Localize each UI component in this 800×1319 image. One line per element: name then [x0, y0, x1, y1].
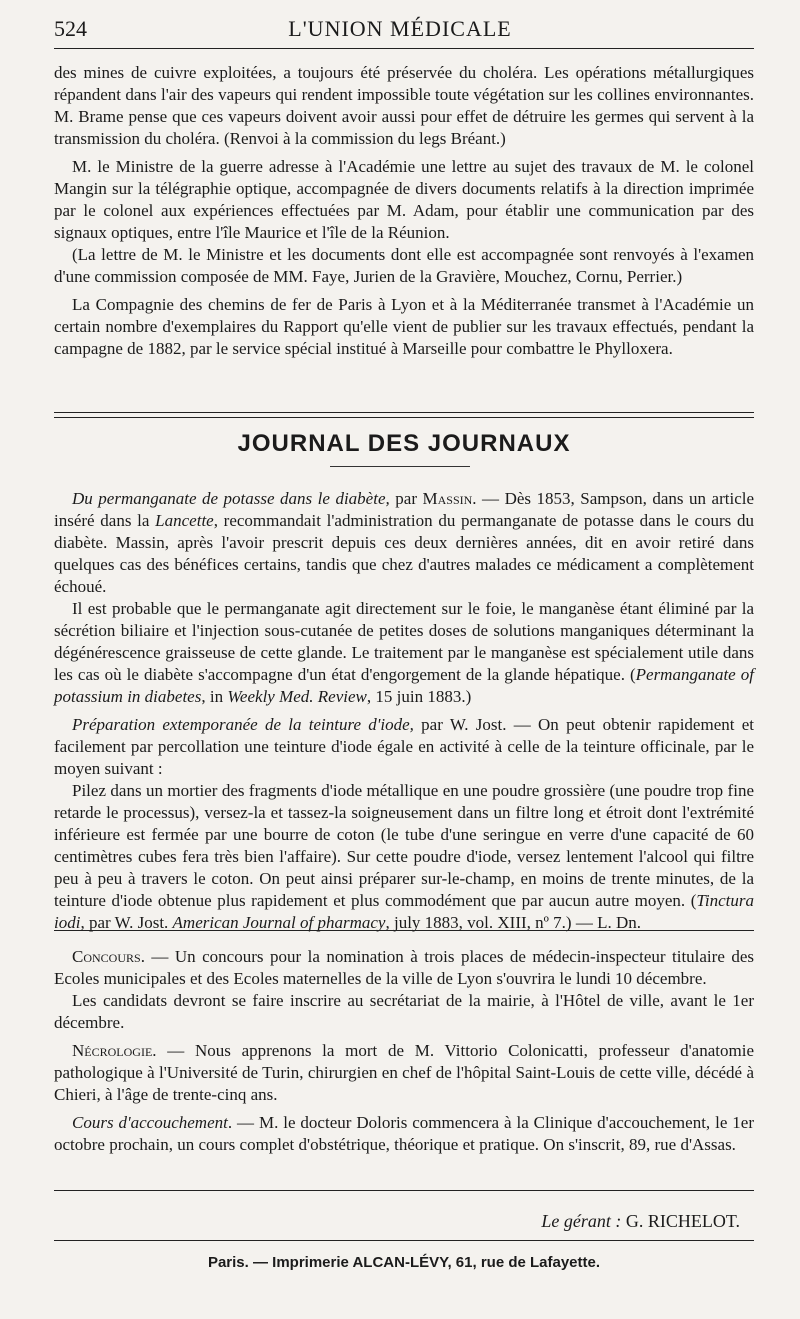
article-iode-p2 — [54, 780, 754, 934]
journal-title: L'UNION MÉDICALE — [288, 16, 512, 41]
lancette-title: Lancette — [155, 511, 214, 530]
concours-text: . — Un concours pour la nomination à trois places de médecin-inspecteur titulaire des Ecoles municipales et des Ecoles maternelles de la ville de Lyon s'ouvrira le lundi 10 décembre. — [54, 947, 754, 988]
necrologie-label: Nécrologie — [72, 1041, 153, 1060]
article-permanganate-ref-mid: , in — [201, 687, 228, 706]
page-header — [54, 14, 746, 44]
article-permanganate-ref: Permanganate of potassium in diabetes — [54, 665, 754, 706]
news-concours — [54, 946, 754, 990]
imprint-rule — [54, 1240, 754, 1241]
article-permanganate-author: Massin — [422, 489, 473, 508]
news-cours — [54, 1112, 754, 1156]
article-permanganate-ref-end: , 15 juin 1883.) — [366, 687, 472, 706]
necrologie-text: . — Nous apprenons la mort de M. Vittorio Colonicatti, professeur d'anatomie pathologique à l'Université de Turin, chirurgien en chef de l'hôpital Saint-Louis de cette ville, décédé à Chieri, à l'âge de trente-cinq ans. — [54, 1041, 754, 1104]
article-iode-p2-text: Pilez dans un mortier des fragments d'iode métallique en une poudre grossière (une poudre trop fine retarde le processus), versez-la et tassez-la soigneusement dans un filtre long et étroit dont l'extrémité inférieure est fermée par une bourre de coton (le tube d'une seringue en verre d'une capacité de 60 centimètres cubes fera très bien l'affaire). Sur cette poudre d'iode, versez lentement l'alcool qui filtre peu à peu à travers le coton. On peut ainsi préparer sur-le-champ, en moins de trente minutes, de la teinture d'iode obtenue plus rapidement et plus commodément que par aucun autre moyen. ( — [54, 781, 754, 910]
section-rule-bottom — [54, 417, 754, 418]
article-permanganate-by: par — [389, 489, 423, 508]
article-iode — [54, 714, 754, 780]
article-iode-ref-mid: , par W. Jost. — [80, 913, 173, 932]
article-iode-ref-end: , july 1883, vol. XIII, nº 7.) — L. Dn. — [385, 913, 642, 932]
concours-label: Concours — [72, 947, 141, 966]
section-title-underline — [330, 466, 470, 467]
news-concours-p2: Les candidats devront se faire inscrire au secrétariat de la mairie, à l'Hôtel de ville, avant le 1er décembre. — [54, 991, 754, 1032]
journal-section — [54, 488, 754, 934]
academy-paragraph-2: M. le Ministre de la guerre adresse à l'Académie une lettre au sujet des travaux de M. le colonel Mangin sur la télégraphie optique, accompagnée de divers documents relatifs à la direction imprimée par le colonel aux expériences effectuées par M. Adam, pour établir une communication par des signaux optiques, entre l'île Maurice et l'île de la Réunion. — [54, 157, 754, 242]
academy-paragraph-4: La Compagnie des chemins de fer de Paris à Lyon et à la Méditerranée transmet à l'Académie un certain nombre d'exemplaires du Rapport qu'elle vient de publier sur les travaux effectués, pendant la campagne de 1882, par le service spécial institué à Marseille pour combattre le Phylloxera. — [54, 295, 754, 358]
article-permanganate-title: Du permanganate de potasse dans le diabète, — [72, 489, 390, 508]
imprint: Paris. — Imprimerie ALCAN-LÉVY, 61, rue de Lafayette. — [207, 1254, 601, 1271]
article-iode-intro: — On peut obtenir rapidement et facilement par percollation une teinture d'iode égale en activité à celle de la teinture officinale, par le moyen suivant : — [54, 715, 754, 778]
article-iode-ref: Tinctura iodi — [54, 891, 754, 932]
cours-label: Cours d'accouchement — [72, 1113, 228, 1132]
article-permanganate-intro: . — Dès 1853, Sampson, dans un article inséré dans la — [54, 489, 755, 530]
academy-paragraph-1: des mines de cuivre exploitées, a toujours été préservée du choléra. Les opérations métallurgiques répandent dans l'air des vapeurs qui rendent impossible toute végétation sur les collines environnantes. M. Brame pense que ces vapeurs doivent avoir aussi pour effet de détruire les germes qui servent à la transmission du choléra. (Renvoi à la commission du legs Bréant.) — [54, 63, 754, 148]
article-permanganate-text: , recommandait l'administration du permanganate de potasse dans le cours du diabète. Massin, après l'avoir prescrit depuis ces deux dernières années, dit en avoir retiré dans quelques cas des bénéfices certains, tandis que chez d'autres malades ce médicament a complètement échoué. — [54, 511, 755, 596]
academy-section — [54, 62, 754, 360]
article-iode-ref2: American Journal of pharmacy — [172, 913, 386, 932]
section-title: JOURNAL DES JOURNAUX — [237, 430, 571, 457]
article-iode-by: par W. Jost. — [413, 715, 507, 734]
news-necrologie — [54, 1040, 754, 1106]
section-rule-top — [54, 412, 754, 413]
article-permanganate — [54, 488, 754, 598]
cours-text: . — M. le docteur Doloris commencera à la Clinique d'accouchement, le 1er octobre prochain, un cours complet d'obstétrique, théorique et pratique. On s'inscrit, 89, rue d'Assas. — [54, 1113, 754, 1154]
signature-label: Le gérant : — [541, 1211, 626, 1231]
article-permanganate-p2 — [54, 598, 754, 708]
page-number: 524 — [54, 16, 87, 41]
article-iode-title: Préparation extemporanée de la teinture d'iode, — [72, 715, 414, 734]
signature-rule — [54, 1190, 754, 1191]
signature — [54, 1211, 740, 1232]
news-rule — [54, 930, 754, 931]
article-permanganate-p2-text: Il est probable que le permanganate agit directement sur le foie, le manganèse étant éliminé par la sécrétion biliaire et l'injection sous-cutanée de petites doses de solutions manganiques déterminant la dégénérescence graisseuse de cette glande. Le traitement par le manganèse est spécialement utile dans les cas où le diabète s'accompagne d'un état d'engorgement de la glande hépatique. ( — [54, 599, 754, 684]
news-section — [54, 946, 754, 1156]
academy-paragraph-3: (La lettre de M. le Ministre et les documents dont elle est accompagnée sont renvoyés à l'examen d'une commission composée de MM. Faye, Jurien de la Gravière, Mouchez, Cornu, Perrier.) — [54, 245, 754, 286]
header-rule — [54, 48, 754, 49]
signature-name: G. RICHELOT. — [625, 1211, 740, 1231]
article-permanganate-ref2: Weekly Med. Review — [227, 687, 367, 706]
